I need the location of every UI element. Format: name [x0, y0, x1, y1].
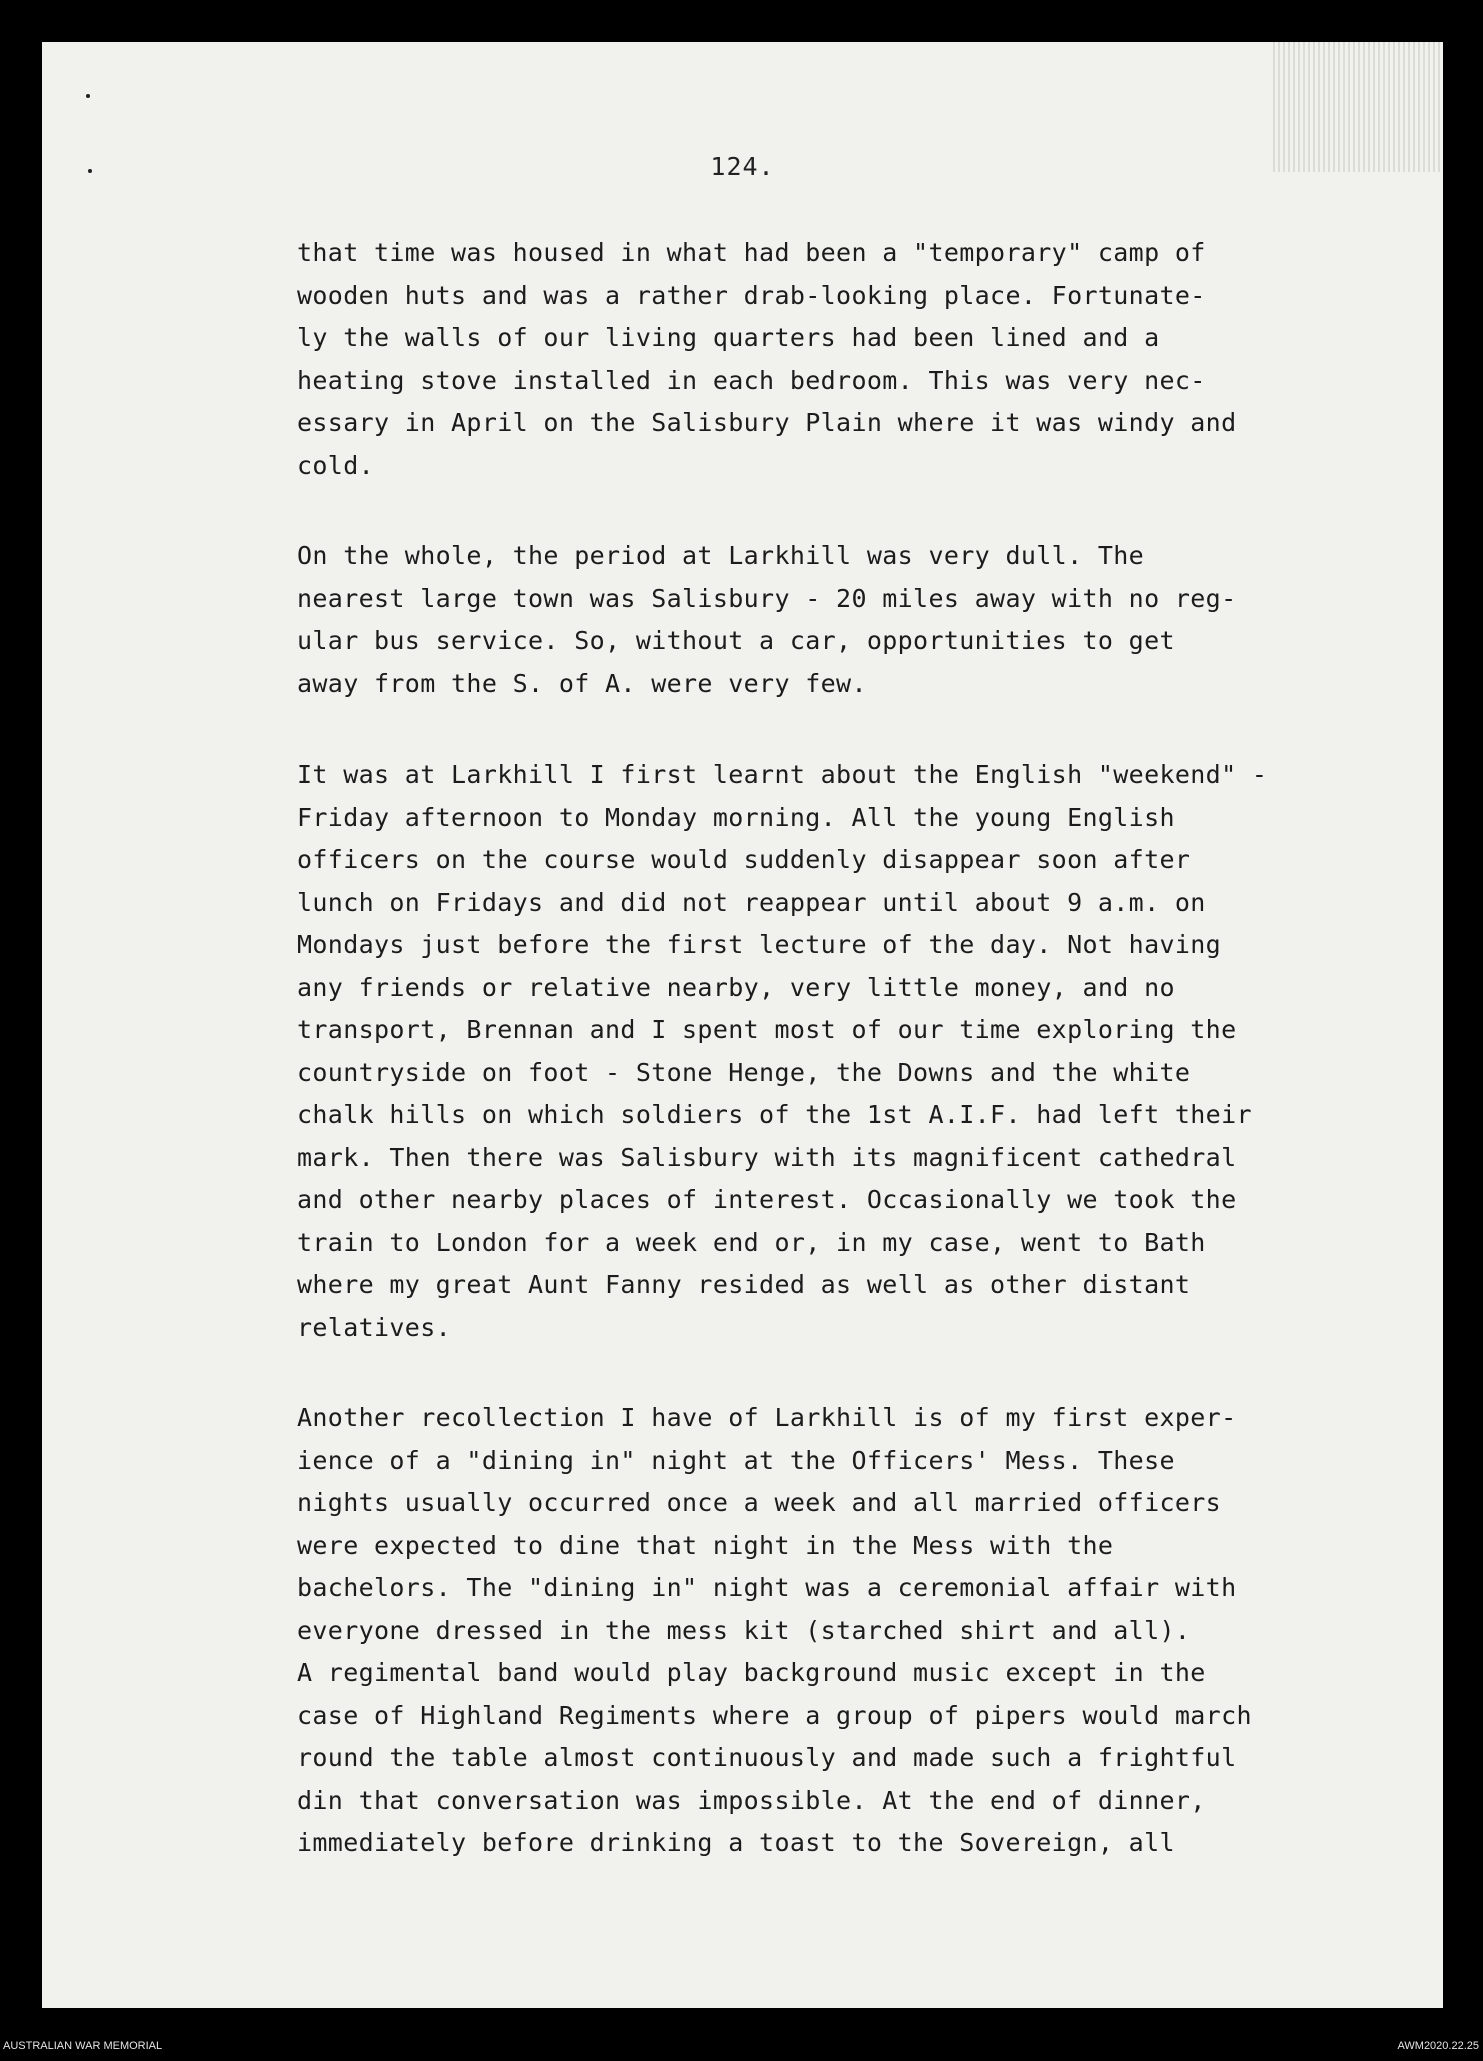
document-page	[42, 42, 1443, 2008]
paragraph-1: that time was housed in what had been a "temporary" camp of wooden huts and was a rather drab-looking place. Fortunate- ly the walls of our living quarters had been lined and a heating stove installed in each bedroom. This was very nec- essary in April on the Salisbury Plain where it was windy and cold.	[297, 238, 1237, 480]
footer-reference-id: AWM2020.22.25	[1397, 2040, 1479, 2052]
paragraph-3: It was at Larkhill I first learnt about the English "weekend" - Friday afternoon to Monday morning. All the young English officers on the course would suddenly disappear soon after lunch on Fridays and did not reappear until about 9 a.m. on Mondays just before the first lecture of the day. Not having any friends or relative nearby, very little money, and no transport, Brennan and I spent most of our time exploring the countryside on foot - Stone Henge, the Downs and the white chalk hills on which soldiers of the 1st A.I.F. had left their mark. Then there was Salisbury with its magnificent cathedral and other nearby places of interest. Occasionally we took the train to London for a week end or, in my case, went to Bath where my great Aunt Fanny resided as well as other distant relatives.	[297, 760, 1268, 1342]
scan-speck	[86, 94, 90, 98]
footer-archive-name: AUSTRALIAN WAR MEMORIAL	[3, 2040, 163, 2052]
paragraph-4: Another recollection I have of Larkhill is of my first exper- ience of a "dining in" night at the Officers' Mess. These nights usually occurred once a week and all married officers were expected to dine that night in the Mess with the bachelors. The "dining in" night was a ceremonial affair with everyone dressed in the mess kit (starched shirt and all). A regimental band would play background music except in the case of Highland Regiments where a group of pipers would march round the table almost continuously and made such a frightful din that conversation was impossible. At the end of dinner, immediately before drinking a toast to the Sovereign, all	[297, 1403, 1252, 1857]
paragraph-2: On the whole, the period at Larkhill was very dull. The nearest large town was Salisbury - 20 miles away with no reg- ular bus service. So, without a car, opportunities to get away from the S. of A. were very few.	[297, 541, 1237, 698]
page-number: 124.	[710, 152, 775, 181]
